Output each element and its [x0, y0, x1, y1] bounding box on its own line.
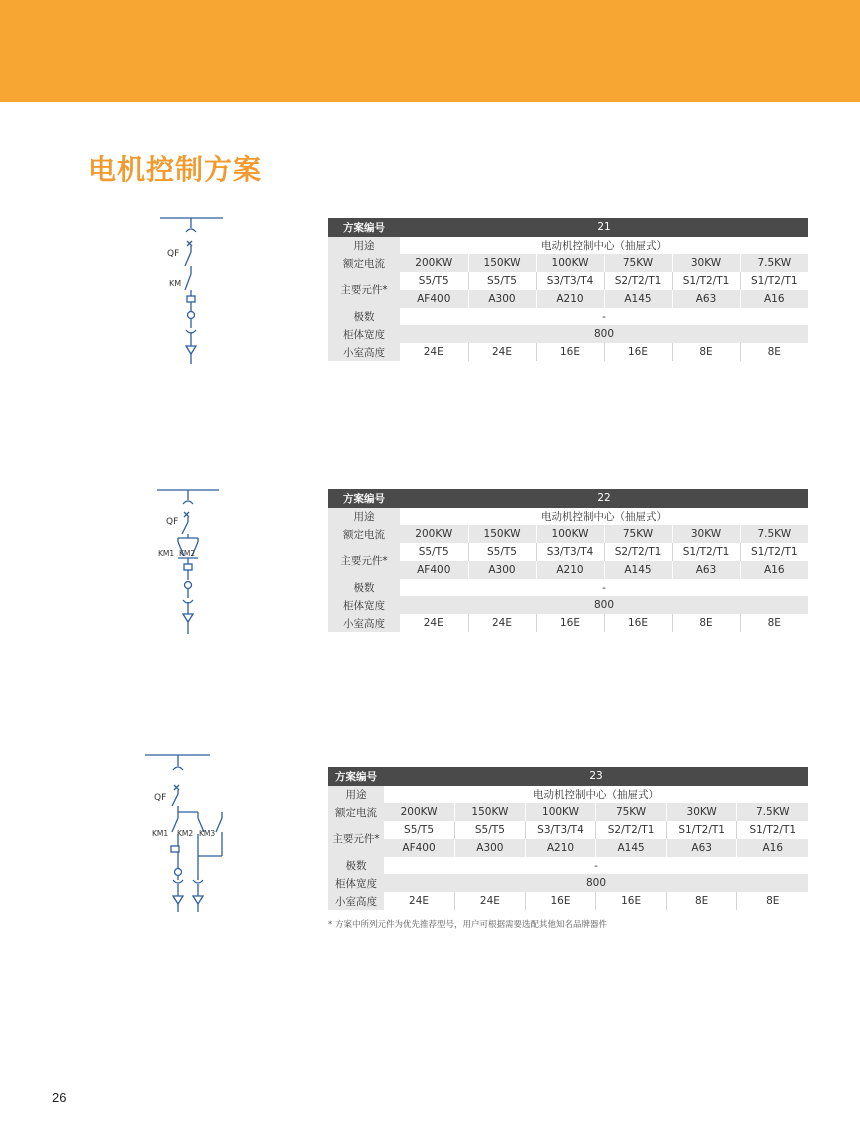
scheme-no-label: 方案编号 — [328, 767, 384, 786]
page-title: 电机控制方案 — [88, 153, 263, 186]
compartment-height-label: 小室高度 — [328, 892, 384, 910]
rated-cell: 100KW — [536, 525, 604, 543]
component-cell: S1/T2/T1 — [737, 821, 808, 839]
component-cell: A210 — [525, 839, 596, 857]
component-cell: A16 — [740, 561, 808, 579]
height-cell: 8E — [672, 614, 740, 632]
height-cell: 16E — [536, 343, 604, 361]
component-cell: A210 — [536, 290, 604, 308]
main-components-label: 主要元件* — [328, 821, 384, 857]
component-cell: S1/T2/T1 — [672, 272, 740, 290]
component-cell: A210 — [536, 561, 604, 579]
component-cell: S2/T2/T1 — [596, 821, 667, 839]
component-cell: AF400 — [400, 290, 468, 308]
compartment-height-label: 小室高度 — [328, 343, 400, 361]
cabinet-width-label: 柜体宽度 — [328, 325, 400, 343]
rated-cell: 200KW — [384, 803, 455, 821]
page-number: 26 — [52, 1090, 67, 1105]
cabinet-width-value: 800 — [384, 874, 808, 892]
spec-table-21 — [328, 218, 808, 361]
component-cell: S5/T5 — [468, 272, 536, 290]
height-cell: 24E — [468, 343, 536, 361]
height-cell: 8E — [740, 614, 808, 632]
km3-label: KM3 — [199, 829, 216, 838]
usage-value: 电动机控制中心（抽屉式） — [384, 786, 808, 804]
rated-current-label: 额定电流 — [328, 254, 400, 272]
main-components-label: 主要元件* — [328, 272, 400, 308]
qf-label: QF — [154, 793, 167, 803]
component-cell: A16 — [740, 290, 808, 308]
cabinet-width-value: 800 — [400, 596, 808, 614]
component-cell: A300 — [455, 839, 526, 857]
km1-label: KM1 — [152, 829, 169, 838]
cabinet-width-value: 800 — [400, 325, 808, 343]
component-cell: S1/T2/T1 — [672, 543, 740, 561]
component-cell: A300 — [468, 290, 536, 308]
component-cell: A145 — [596, 839, 667, 857]
height-cell: 16E — [596, 892, 667, 910]
component-cell: A145 — [604, 561, 672, 579]
component-cell: S2/T2/T1 — [604, 272, 672, 290]
usage-value: 电动机控制中心（抽屉式） — [400, 237, 808, 255]
poles-label: 极数 — [328, 308, 400, 326]
rated-current-label: 额定电流 — [328, 525, 400, 543]
poles-value: - — [384, 857, 808, 875]
component-cell: A63 — [672, 290, 740, 308]
height-cell: 16E — [536, 614, 604, 632]
rated-cell: 75KW — [604, 254, 672, 272]
height-cell: 16E — [604, 614, 672, 632]
km2-label: KM2 — [179, 549, 196, 558]
scheme-no-label: 方案编号 — [328, 489, 400, 508]
height-cell: 24E — [468, 614, 536, 632]
poles-label: 极数 — [328, 857, 384, 875]
component-cell: A16 — [737, 839, 808, 857]
qf-label: QF — [167, 249, 180, 259]
height-cell: 24E — [455, 892, 526, 910]
rated-cell: 7.5KW — [740, 525, 808, 543]
rated-current-label: 额定电流 — [328, 803, 384, 821]
rated-cell: 7.5KW — [740, 254, 808, 272]
component-cell: AF400 — [400, 561, 468, 579]
component-cell: AF400 — [384, 839, 455, 857]
component-cell: S5/T5 — [384, 821, 455, 839]
component-cell: S5/T5 — [455, 821, 526, 839]
height-cell: 24E — [400, 614, 468, 632]
rated-cell: 75KW — [596, 803, 667, 821]
component-cell: S2/T2/T1 — [604, 543, 672, 561]
height-cell: 24E — [400, 343, 468, 361]
rated-cell: 100KW — [536, 254, 604, 272]
main-components-label: 主要元件* — [328, 543, 400, 579]
component-cell: S1/T2/T1 — [740, 543, 808, 561]
component-cell: A63 — [672, 561, 740, 579]
component-cell: S1/T2/T1 — [666, 821, 737, 839]
component-cell: S3/T3/T4 — [536, 272, 604, 290]
height-cell: 24E — [384, 892, 455, 910]
component-cell: S3/T3/T4 — [525, 821, 596, 839]
km1-label: KM1 — [158, 549, 175, 558]
component-cell: S5/T5 — [400, 272, 468, 290]
poles-label: 极数 — [328, 579, 400, 597]
spec-table-22 — [328, 489, 808, 632]
spec-table-23 — [328, 767, 808, 910]
usage-value: 电动机控制中心（抽屉式） — [400, 508, 808, 526]
height-cell: 16E — [604, 343, 672, 361]
rated-cell: 150KW — [468, 525, 536, 543]
cabinet-width-label: 柜体宽度 — [328, 874, 384, 892]
component-cell: S5/T5 — [400, 543, 468, 561]
footnote: * 方案中所列元件为优先推荐型号，用户可根据需要选配其他知名品牌器件 — [328, 920, 607, 930]
km-label: KM — [169, 279, 182, 288]
height-cell: 16E — [525, 892, 596, 910]
height-cell: 8E — [672, 343, 740, 361]
scheme-number: 21 — [400, 218, 808, 237]
component-cell: A63 — [666, 839, 737, 857]
component-cell: S3/T3/T4 — [536, 543, 604, 561]
rated-cell: 7.5KW — [737, 803, 808, 821]
component-cell: S1/T2/T1 — [740, 272, 808, 290]
height-cell: 8E — [737, 892, 808, 910]
qf-label: QF — [166, 517, 179, 527]
scheme-number: 22 — [400, 489, 808, 508]
usage-label: 用途 — [328, 786, 384, 804]
rated-cell: 150KW — [455, 803, 526, 821]
circuit-diagram-21 — [155, 212, 235, 372]
rated-cell: 150KW — [468, 254, 536, 272]
usage-label: 用途 — [328, 508, 400, 526]
rated-cell: 75KW — [604, 525, 672, 543]
rated-cell: 200KW — [400, 525, 468, 543]
component-cell: S5/T5 — [468, 543, 536, 561]
km2-label: KM2 — [177, 829, 194, 838]
compartment-height-label: 小室高度 — [328, 614, 400, 632]
circuit-diagram-22 — [152, 484, 232, 644]
height-cell: 8E — [740, 343, 808, 361]
scheme-no-label: 方案编号 — [328, 218, 400, 237]
rated-cell: 100KW — [525, 803, 596, 821]
component-cell: A145 — [604, 290, 672, 308]
circuit-diagram-23 — [140, 748, 250, 918]
header-band — [0, 0, 860, 102]
component-cell: A300 — [468, 561, 536, 579]
poles-value: - — [400, 308, 808, 326]
rated-cell: 30KW — [666, 803, 737, 821]
rated-cell: 30KW — [672, 525, 740, 543]
scheme-number: 23 — [384, 767, 808, 786]
poles-value: - — [400, 579, 808, 597]
rated-cell: 30KW — [672, 254, 740, 272]
cabinet-width-label: 柜体宽度 — [328, 596, 400, 614]
usage-label: 用途 — [328, 237, 400, 255]
height-cell: 8E — [666, 892, 737, 910]
rated-cell: 200KW — [400, 254, 468, 272]
